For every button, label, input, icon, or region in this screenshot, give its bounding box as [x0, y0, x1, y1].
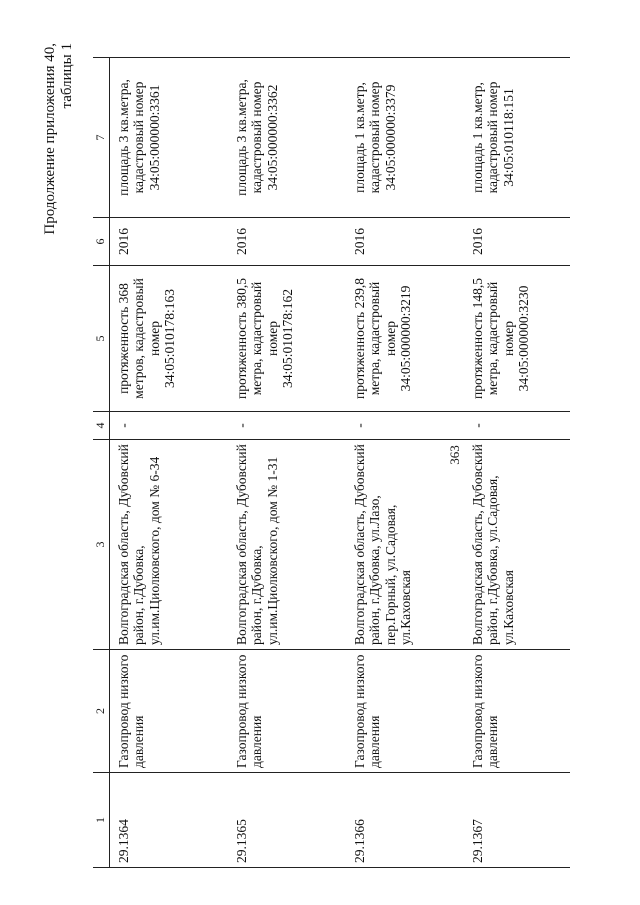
- row-number: 29.1367: [464, 773, 570, 868]
- object-address: Волгоградская область, Дубовский район, г.Дубовка, ул.им.Циолковского, дом № 1-31: [228, 440, 346, 650]
- column-4-value: -: [464, 412, 570, 440]
- object-area: площадь 1 кв.метр, кадастровый номер 34:05:010118:151: [464, 58, 570, 218]
- caption-line-2: таблицы 1: [59, 43, 75, 109]
- table-row: [346, 58, 464, 868]
- column-header: 2: [93, 650, 109, 773]
- row-number: 29.1364: [109, 773, 228, 868]
- table-row: [109, 58, 228, 868]
- object-length: протяженность 239,8 метра, кадастровый номер 34:05:000000:3219: [346, 266, 464, 412]
- page-number: 363: [447, 445, 462, 465]
- table-row: [464, 58, 570, 868]
- column-4-value: -: [346, 412, 464, 440]
- column-header: 4: [93, 412, 109, 440]
- column-header: 1: [93, 773, 109, 868]
- column-header: 6: [93, 218, 109, 266]
- object-area: площадь 3 кв.метра, кадастровый номер 34:05:000000:3361: [109, 58, 228, 218]
- column-header: 3: [93, 440, 109, 650]
- table-row: [228, 58, 346, 868]
- row-number: 29.1365: [228, 773, 346, 868]
- object-name: Газопровод низкого давления: [346, 650, 464, 773]
- caption-line-1: Продолжение приложения 40,: [42, 43, 58, 235]
- object-name: Газопровод низкого давления: [228, 650, 346, 773]
- object-year: 2016: [228, 218, 346, 266]
- object-year: 2016: [464, 218, 570, 266]
- object-address: Волгоградская область, Дубовский район, г.Дубовка, ул.Садовая, ул.Каховская: [464, 440, 570, 650]
- object-address: Волгоградская область, Дубовский район, г.Дубовка, ул.Лазо, пер.Горный, ул.Садовая, ул.Каховская: [346, 440, 464, 650]
- object-year: 2016: [109, 218, 228, 266]
- object-name: Газопровод низкого давления: [464, 650, 570, 773]
- column-header: 5: [93, 266, 109, 412]
- object-year: 2016: [346, 218, 464, 266]
- object-area: площадь 3 кв.метра, кадастровый номер 34:05:000000:3362: [228, 58, 346, 218]
- column-4-value: -: [228, 412, 346, 440]
- table-caption: [42, 43, 76, 305]
- object-area: площадь 1 кв.метр, кадастровый номер 34:05:000000:3379: [346, 58, 464, 218]
- property-table: [93, 57, 570, 868]
- object-address: Волгоградская область, Дубовский район, г.Дубовка, ул.им.Циолковского, дом № 6-34: [109, 440, 228, 650]
- row-number: 29.1366: [346, 773, 464, 868]
- column-header: 7: [93, 58, 109, 218]
- table-header-row: [93, 58, 109, 868]
- object-length: протяженность 368 метров, кадастровый номер 34:05:010178:163: [109, 266, 228, 412]
- column-4-value: -: [109, 412, 228, 440]
- object-length: протяженность 148,5 метра, кадастровый номер 34:05:000000:3230: [464, 266, 570, 412]
- object-length: протяженность 380,5 метра, кадастровый номер 34:05:010178:162: [228, 266, 346, 412]
- object-name: Газопровод низкого давления: [109, 650, 228, 773]
